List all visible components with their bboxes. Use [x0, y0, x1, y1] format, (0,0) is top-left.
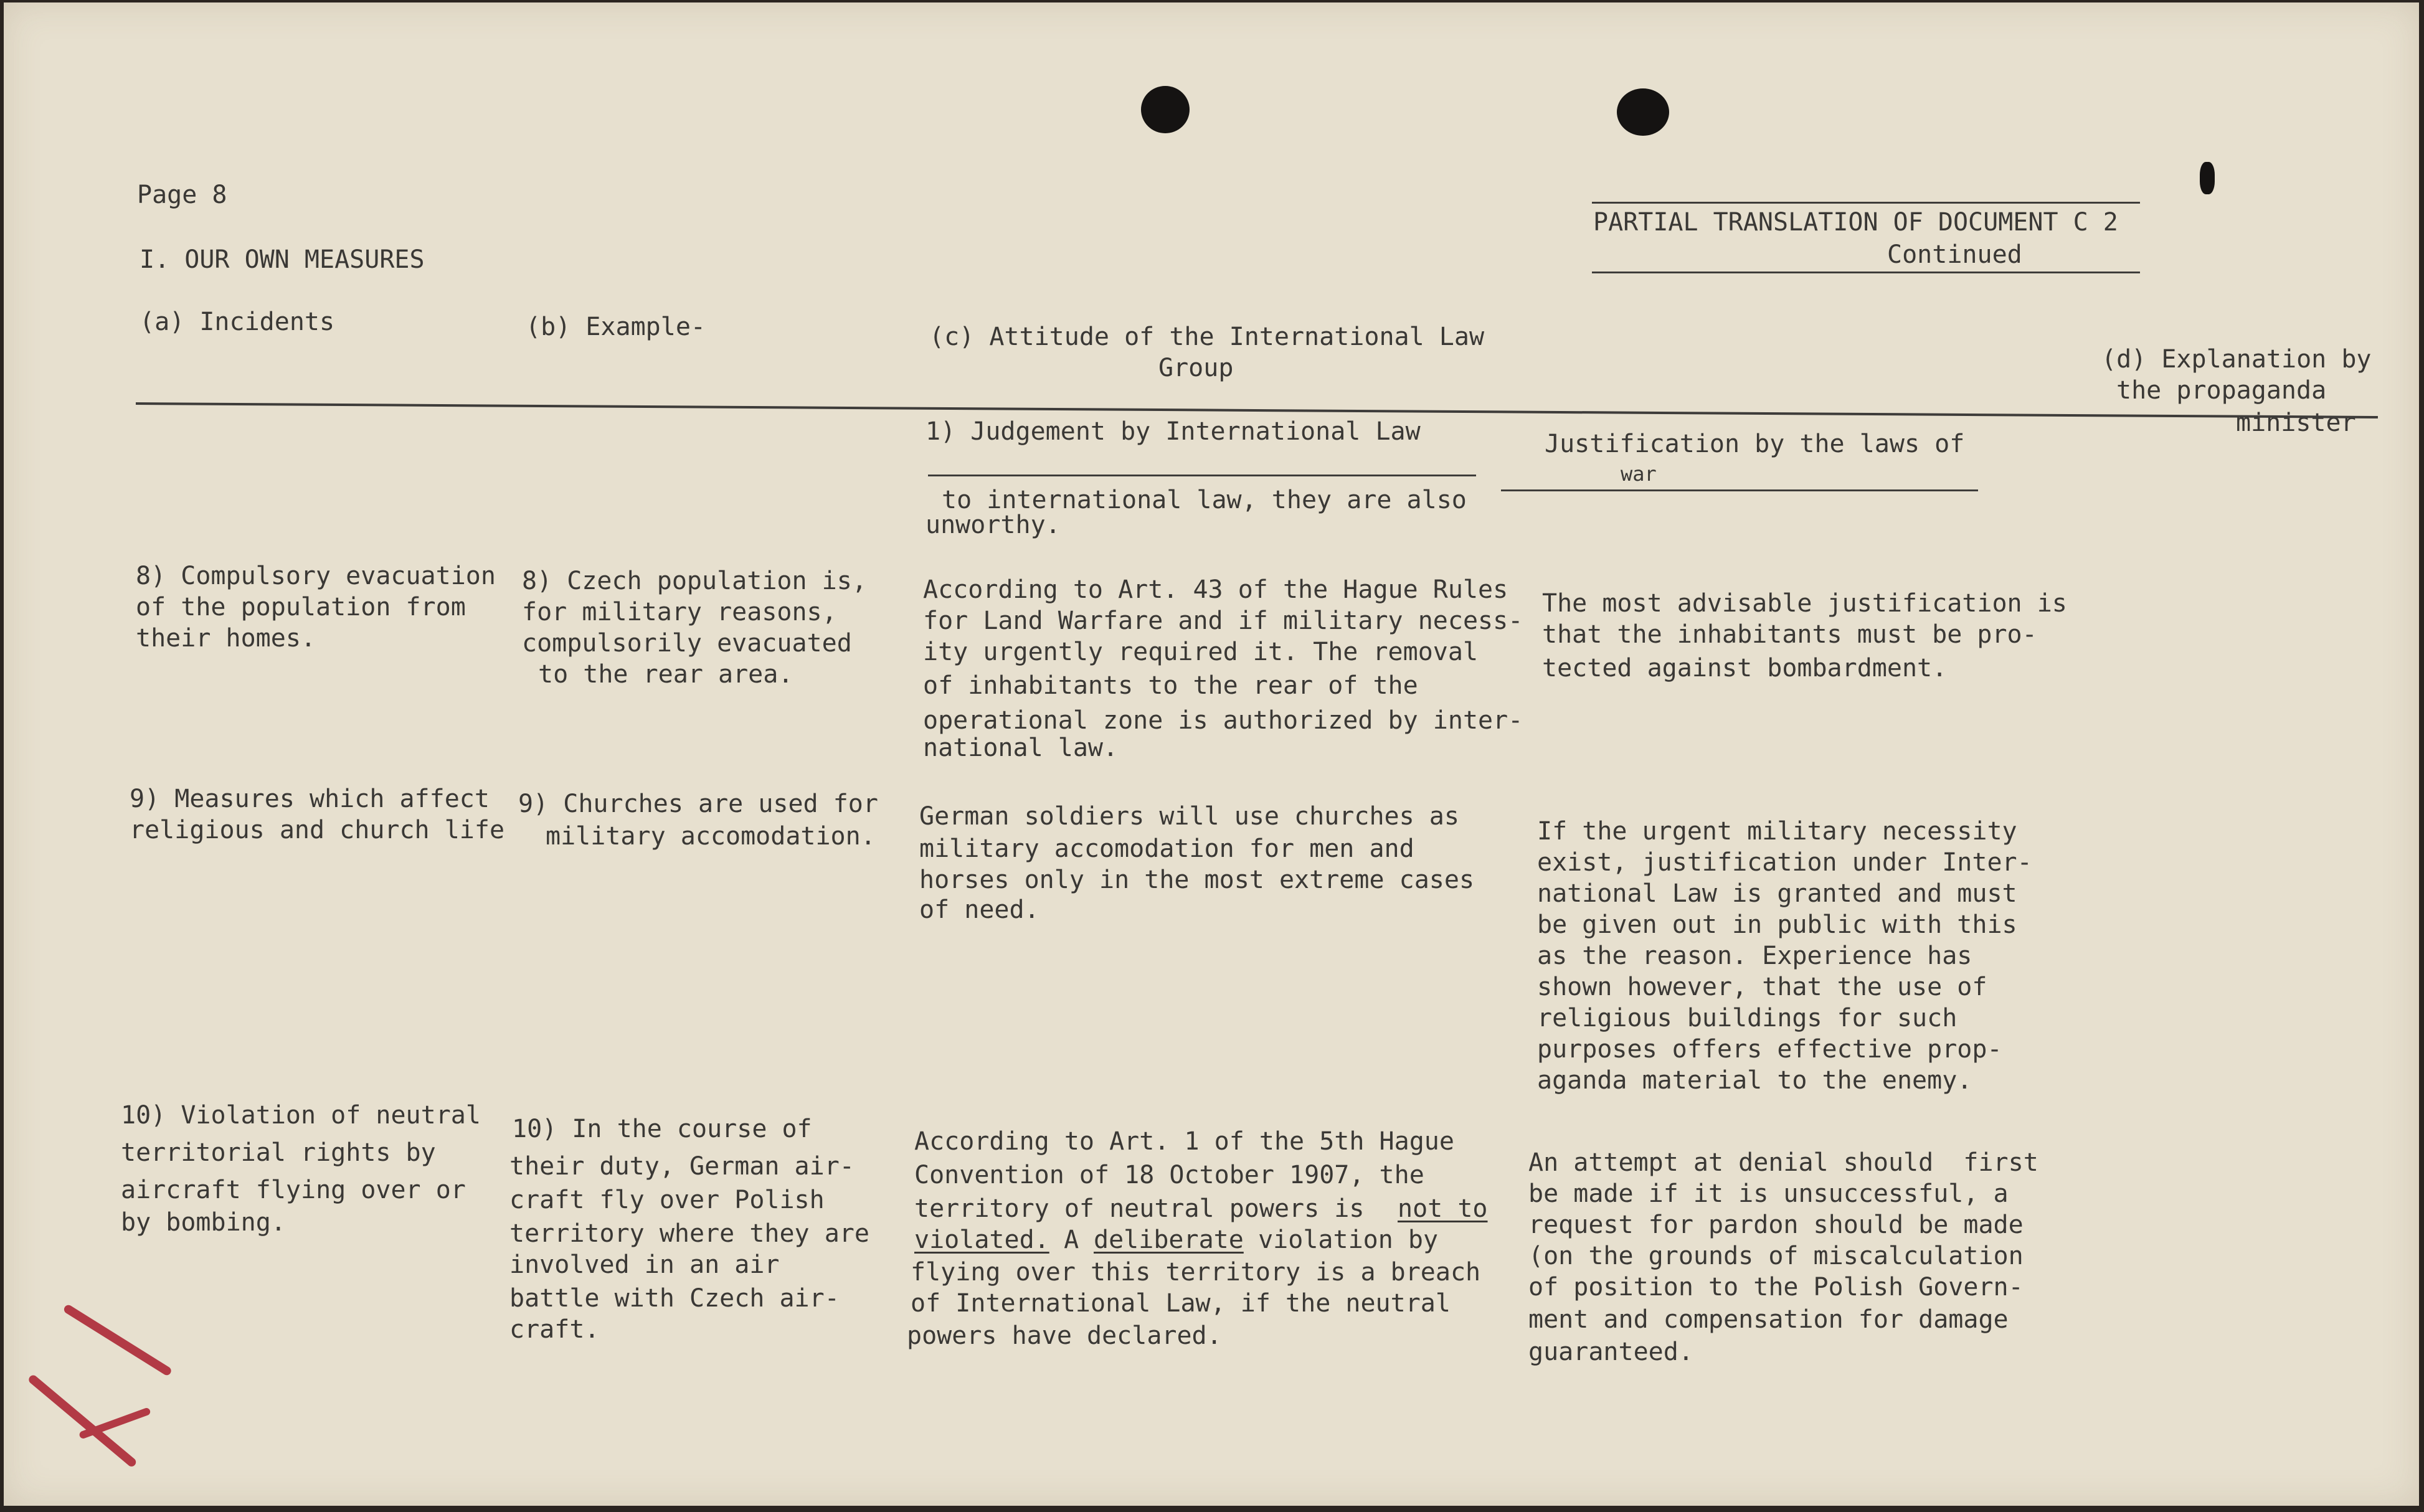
justification-line: as the reason. Experience has: [1537, 942, 1972, 970]
document-continued: Continued: [1887, 240, 2022, 269]
example-line: craft.: [509, 1315, 600, 1344]
column-header-explanation: (d) Explanation by: [2101, 345, 2372, 374]
example-line: 10) In the course of: [512, 1115, 812, 1143]
incident-line: 10) Violation of neutral: [121, 1101, 481, 1130]
column-header-incidents: (a) Incidents: [140, 308, 335, 336]
example-line: for military reasons,: [522, 598, 837, 626]
column-header-explanation-3: minister: [2236, 409, 2356, 437]
sub-header-judgement: 1) Judgement by International Law: [926, 417, 1421, 446]
justification-line: tected against bombardment.: [1542, 654, 1948, 683]
judgement-line: flying over this territory is a breach: [911, 1258, 1481, 1287]
punch-hole-left: [1141, 86, 1190, 133]
example-line: 8) Czech population is,: [522, 567, 867, 595]
judgement-line: for Land Warfare and if military necess-: [923, 607, 1523, 635]
judgement-line: German soldiers will use churches as: [919, 802, 1459, 831]
justification-line: that the inhabitants must be pro-: [1542, 620, 2037, 649]
justification-line: An attempt at denial should first: [1528, 1148, 2038, 1177]
title-rule-top: [1592, 202, 2140, 204]
justification-line: of position to the Polish Govern-: [1528, 1273, 2024, 1302]
judgement-line: According to Art. 1 of the 5th Hague: [914, 1127, 1454, 1156]
column-header-explanation-2: the propaganda: [2116, 376, 2327, 405]
underlined-phrase: deliberate: [1094, 1226, 1244, 1254]
judgement-line: ity urgently required it. The removal: [923, 638, 1479, 666]
carryover-text: to international law, they are also: [942, 486, 1467, 514]
incident-line: religious and church life: [130, 816, 505, 844]
judgement-line: A: [1049, 1226, 1094, 1254]
column-header-attitude: (c) Attitude of the International Law: [929, 323, 1485, 351]
incident-line: territorial rights by: [121, 1138, 436, 1167]
judgement-line: horses only in the most extreme cases: [919, 866, 1475, 894]
justification-line: national Law is granted and must: [1537, 879, 2017, 908]
punch-hole-edge: [2200, 162, 2215, 194]
example-line: compulsorily evacuated: [522, 629, 852, 658]
page-number: Page 8: [137, 181, 227, 209]
incident-line: their homes.: [136, 624, 316, 653]
justification-line: aganda material to the enemy.: [1537, 1066, 1972, 1095]
judgement-line: of inhabitants to the rear of the: [923, 671, 1418, 700]
sub-header-rule-left: [928, 475, 1476, 476]
justification-line: be made if it is unsuccessful, a: [1528, 1179, 2009, 1208]
underlined-phrase: violated.: [914, 1226, 1049, 1254]
incident-line: aircraft flying over or: [121, 1176, 466, 1204]
judgement-line: territory of neutral powers is: [914, 1194, 1365, 1223]
example-line: battle with Czech air-: [509, 1284, 840, 1313]
sub-header-justification-2: war: [1621, 462, 1657, 486]
example-line: 9) Churches are used for: [518, 790, 878, 818]
example-line: craft fly over Polish: [509, 1186, 825, 1214]
justification-line: If the urgent military necessity: [1537, 817, 2017, 846]
justification-line: exist, justification under Inter-: [1537, 848, 2032, 877]
judgement-line: national law.: [923, 734, 1119, 762]
example-line: territory where they are: [509, 1219, 869, 1248]
punch-hole-right: [1617, 88, 1669, 136]
judgement-line: of International Law, if the neutral: [911, 1289, 1451, 1318]
incident-line: 8) Compulsory evacuation: [136, 562, 496, 590]
judgement-line: of need.: [919, 895, 1039, 924]
justification-line: (on the grounds of miscalculation: [1528, 1242, 2024, 1270]
justification-line: request for pardon should be made: [1528, 1211, 2024, 1239]
justification-line: be given out in public with this: [1537, 910, 2017, 939]
justification-line: shown however, that the use of: [1537, 973, 1987, 1001]
judgement-line: According to Art. 43 of the Hague Rules: [923, 575, 1508, 604]
example-line: their duty, German air-: [509, 1152, 855, 1181]
sub-header-rule-right: [1501, 489, 1978, 491]
underlined-phrase: not to: [1398, 1194, 1488, 1223]
example-line: to the rear area.: [538, 660, 793, 689]
carryover-text-2: unworthy.: [926, 511, 1061, 539]
document-title: PARTIAL TRANSLATION OF DOCUMENT C 2: [1593, 208, 2118, 237]
judgement-line: operational zone is authorized by inter-: [923, 706, 1523, 735]
justification-line: purposes offers effective prop-: [1537, 1035, 2002, 1064]
column-header-attitude-2: Group: [1158, 354, 1234, 382]
sub-header-justification: Justification by the laws of: [1545, 430, 1965, 458]
example-line: involved in an air: [509, 1250, 780, 1279]
justification-line: religious buildings for such: [1537, 1004, 1958, 1032]
justification-line: ment and compensation for damage: [1528, 1305, 2009, 1334]
judgement-line: Convention of 18 October 1907, the: [914, 1161, 1424, 1189]
column-header-examples: (b) Example-: [526, 313, 706, 341]
judgement-line: powers have declared.: [907, 1321, 1222, 1350]
incident-line: of the population from: [136, 593, 466, 621]
section-heading: I. OUR OWN MEASURES: [140, 245, 425, 274]
incident-line: by bombing.: [121, 1208, 286, 1237]
justification-line: The most advisable justification is: [1542, 589, 2067, 618]
example-line: military accomodation.: [546, 822, 876, 851]
judgement-line: military accomodation for men and: [919, 834, 1414, 863]
title-rule-bottom: [1592, 272, 2140, 273]
document-page: [4, 2, 2419, 1506]
judgement-line: violation by: [1243, 1226, 1439, 1254]
incident-line: 9) Measures which affect: [130, 785, 490, 813]
justification-line: guaranteed.: [1528, 1338, 1693, 1366]
